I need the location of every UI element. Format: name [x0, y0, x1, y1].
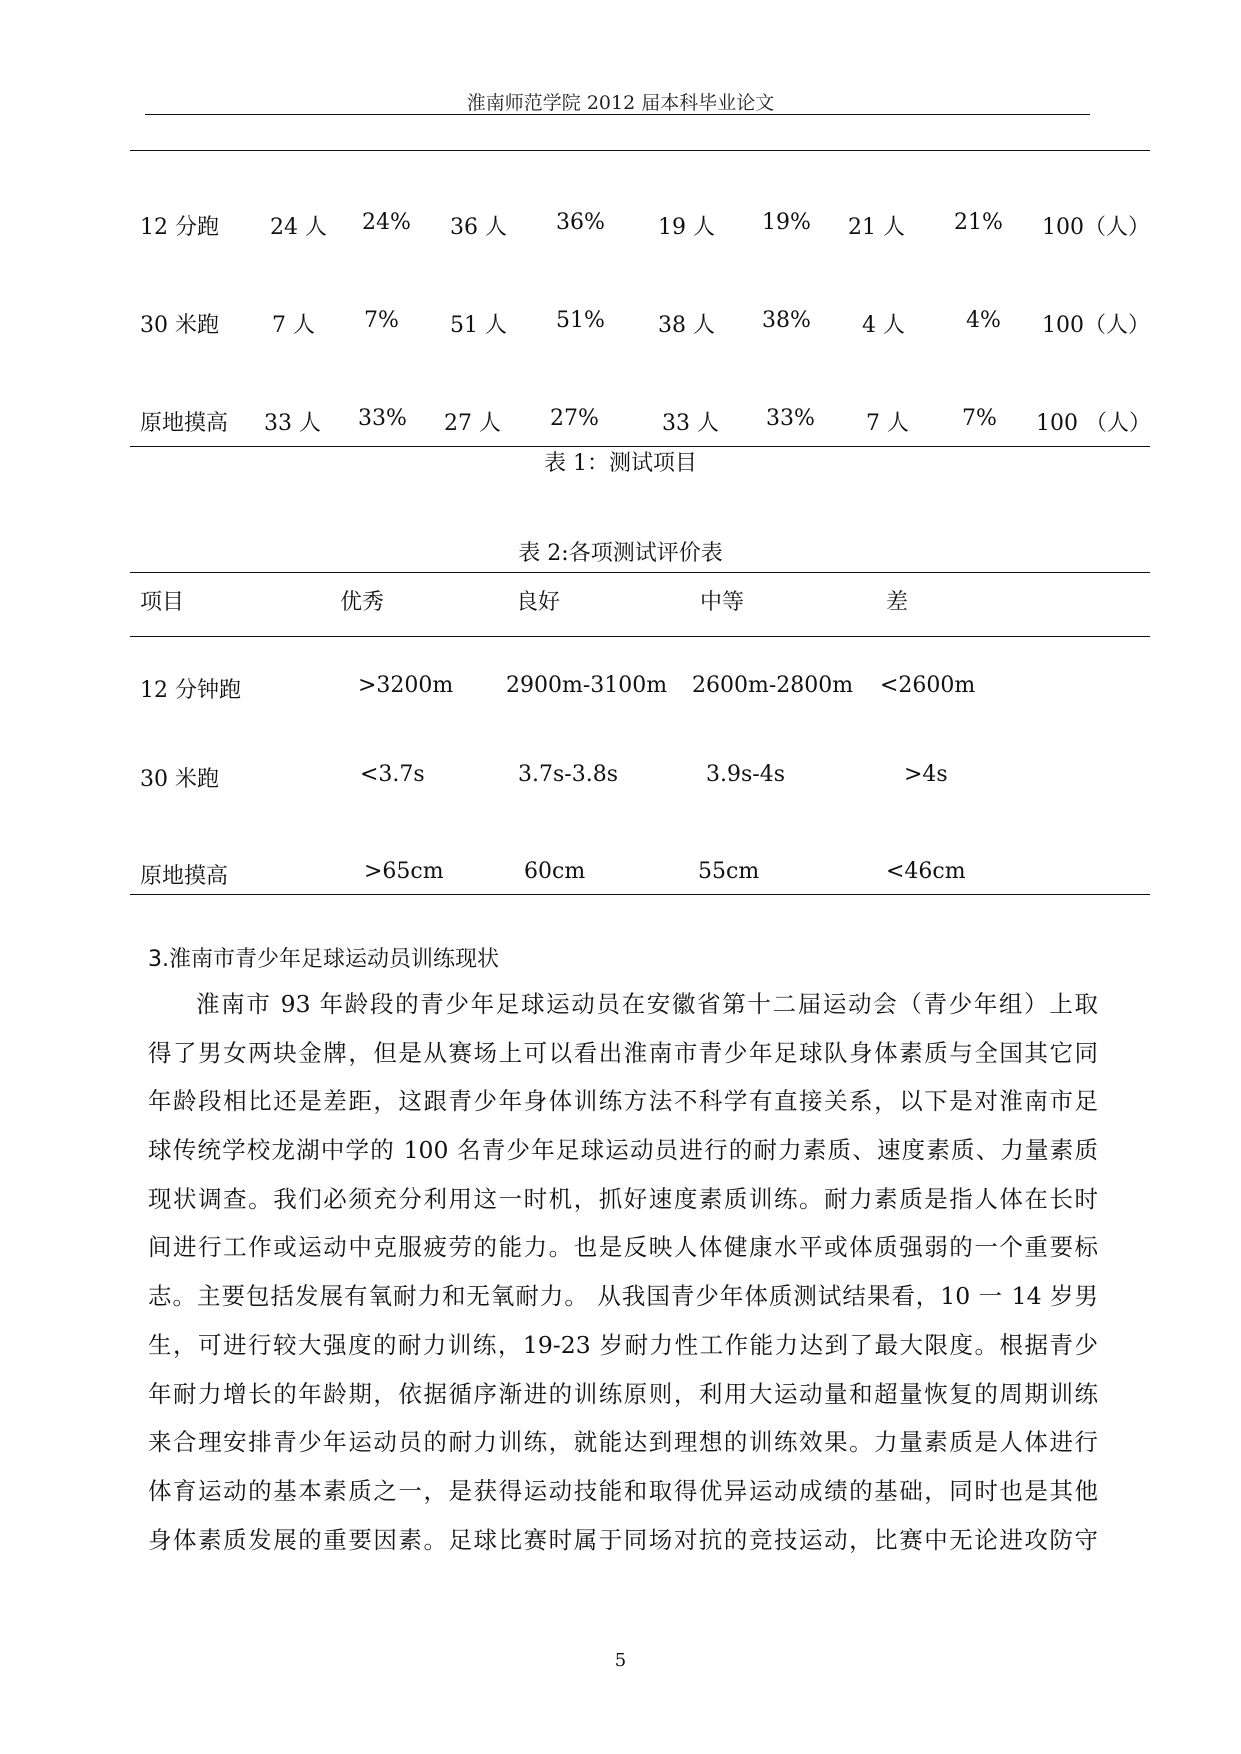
table-1-row-2-cell-2: 7%	[364, 308, 399, 333]
table-1-row-1-cell-4: 36%	[556, 210, 605, 235]
paragraph-line: 球传统学校龙湖中学的 100 名青少年足球运动员进行的耐力素质、速度素质、力量素质	[148, 1136, 1098, 1165]
table-1-row-1-cell-9: 100（人）	[1042, 215, 1150, 240]
table-1-row-3-cell-3: 27 人	[444, 411, 501, 436]
paragraph-line: 淮南市 93 年龄段的青少年足球运动员在安徽省第十二届运动会（青少年组）上取	[196, 990, 1098, 1018]
table-2-caption: 表 2:各项测试评价表	[518, 541, 723, 566]
paragraph-line: 体育运动的基本素质之一，是获得运动技能和取得优异运动成绩的基础，同时也是其他	[148, 1476, 1098, 1505]
table-1-caption: 表 1：测试项目	[544, 451, 697, 476]
table-1-row-1-cell-7: 21 人	[848, 215, 905, 240]
paragraph-line: 身体素质发展的重要因素。足球比赛时属于同场对抗的竞技运动，比赛中无论进攻防守	[148, 1525, 1098, 1554]
table-1-top-rule	[130, 150, 1150, 151]
table-1-row-3-cell-2: 33%	[358, 406, 407, 431]
table-1-row-1-item: 12 分跑	[140, 215, 219, 240]
table-2-row-1-excellent: >3200m	[358, 673, 454, 698]
table-2-row-2-item: 30 米跑	[140, 767, 219, 792]
paragraph-line: 来合理安排青少年运动员的耐力训练，就能达到理想的训练效果。力量素质是人体进行	[148, 1428, 1098, 1457]
paragraph-line: 现状调查。我们必须充分利用这一时机，抓好速度素质训练。耐力素质是指人体在长时	[148, 1184, 1098, 1213]
page-number: 5	[614, 1650, 627, 1671]
table-1-row-1-cell-6: 19%	[762, 210, 811, 235]
table-2-top-rule	[130, 572, 1150, 573]
table-1-row-2-cell-5: 38 人	[658, 313, 715, 338]
table-2-row-3-poor: <46cm	[886, 859, 966, 884]
table-1-row-2-cell-7: 4 人	[862, 313, 905, 338]
table-1-row-3-cell-5: 33 人	[662, 411, 719, 436]
table-2-row-3-good: 60cm	[524, 859, 586, 884]
paragraph-line: 年耐力增长的年龄期，依据循序渐进的训练原则，利用大运动量和超量恢复的周期训练	[148, 1379, 1098, 1408]
table-2-header-rule	[130, 636, 1150, 637]
header-rule	[145, 114, 1090, 115]
table-2-row-1-good: 2900m-3100m	[506, 673, 668, 698]
table-1-row-2-cell-6: 38%	[762, 308, 811, 333]
table-1-row-3-item: 原地摸高	[140, 411, 229, 436]
table-2-header-item: 项目	[140, 590, 185, 615]
table-2-header-good: 良好	[516, 590, 561, 615]
table-1-row-3-cell-4: 27%	[550, 406, 599, 431]
paragraph-line: 志。主要包括发展有氧耐力和无氧耐力。 从我国青少年体质测试结果看，10 一 14 岁男	[148, 1282, 1098, 1311]
table-1-row-2-cell-8: 4%	[966, 308, 1001, 333]
table-1-row-1-cell-5: 19 人	[658, 215, 715, 240]
table-2-row-3-item: 原地摸高	[140, 864, 229, 889]
table-2-header-poor: 差	[886, 590, 909, 615]
table-1-row-1-cell-8: 21%	[954, 210, 1003, 235]
table-2-row-1-item: 12 分钟跑	[140, 678, 241, 703]
table-1-row-2-cell-4: 51%	[556, 308, 605, 333]
table-2-row-2-poor: >4s	[904, 762, 948, 787]
table-1-row-2-cell-3: 51 人	[450, 313, 507, 338]
table-2-row-2-medium: 3.9s-4s	[706, 762, 785, 787]
table-2-header-excellent: 优秀	[340, 590, 385, 615]
table-2-row-1-poor: <2600m	[880, 673, 976, 698]
table-2-header-medium: 中等	[700, 590, 745, 615]
table-2-row-1-medium: 2600m-2800m	[692, 673, 854, 698]
section-heading: 3.淮南市青少年足球运动员训练现状	[148, 947, 499, 972]
body-paragraph	[148, 980, 1098, 1564]
table-2-row-2-good: 3.7s-3.8s	[518, 762, 618, 787]
table-1-row-3-cell-8: 7%	[962, 406, 997, 431]
table-1-row-3-cell-9: 100 （人）	[1036, 411, 1151, 436]
table-1-row-2-item: 30 米跑	[140, 313, 219, 338]
table-2-row-3-excellent: >65cm	[364, 859, 444, 884]
table-1-row-2-cell-1: 7 人	[272, 313, 315, 338]
table-2-row-3-medium: 55cm	[698, 859, 760, 884]
table-1-row-1-cell-1: 24 人	[270, 215, 327, 240]
paragraph-line: 得了男女两块金牌，但是从赛场上可以看出淮南市青少年足球队身体素质与全国其它同	[148, 1038, 1098, 1067]
table-1-row-2-cell-9: 100（人）	[1042, 313, 1150, 338]
table-1-row-3-cell-6: 33%	[766, 406, 815, 431]
table-1-row-1-cell-3: 36 人	[450, 215, 507, 240]
table-1-row-3-cell-7: 7 人	[866, 411, 909, 436]
table-2-row-2-excellent: <3.7s	[360, 762, 425, 787]
paragraph-line: 年龄段相比还是差距，这跟青少年身体训练方法不科学有直接关系，以下是对淮南市足	[148, 1087, 1098, 1116]
paragraph-line: 间进行工作或运动中克服疲劳的能力。也是反映人体健康水平或体质强弱的一个重要标	[148, 1233, 1098, 1262]
table-1-row-3-cell-1: 33 人	[264, 411, 321, 436]
table-1-row-1-cell-2: 24%	[362, 210, 411, 235]
table-2-bottom-rule	[130, 894, 1150, 895]
running-header: 淮南师范学院 2012 届本科毕业论文	[466, 92, 775, 114]
paragraph-line: 生，可进行较大强度的耐力训练，19-23 岁耐力性工作能力达到了最大限度。根据青少	[148, 1330, 1098, 1359]
